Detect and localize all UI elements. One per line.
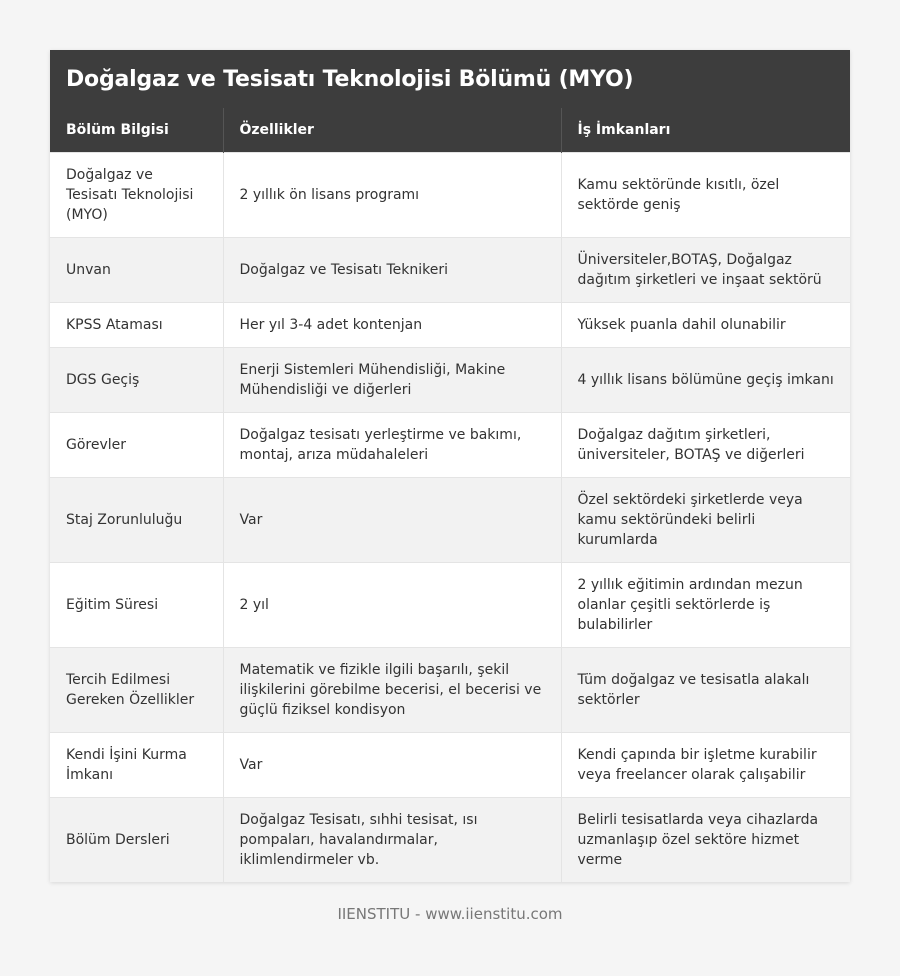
table-row <box>50 237 850 302</box>
table-cell: Bölüm Dersleri <box>50 797 223 882</box>
table-cell: DGS Geçiş <box>50 347 223 412</box>
table-cell: Unvan <box>50 237 223 302</box>
header-bolum-bilgisi: Bölüm Bilgisi <box>50 108 223 152</box>
table-cell: Kendi İşini Kurma İmkanı <box>50 732 223 797</box>
table-cell: Görevler <box>50 412 223 477</box>
table-row <box>50 412 850 477</box>
table-cell: Doğalgaz Tesisatı, sıhhi tesisat, ısı pompaları, havalandırmalar, iklimlendirmeler vb. <box>223 797 561 882</box>
table-cell: Tercih Edilmesi Gereken Özellikler <box>50 647 223 732</box>
table-cell: Özel sektördeki şirketlerde veya kamu sektöründeki belirli kurumlarda <box>561 477 850 562</box>
table-row <box>50 562 850 647</box>
table-cell: Doğalgaz ve Tesisatı Teknikeri <box>223 237 561 302</box>
table-row <box>50 732 850 797</box>
table-cell: 4 yıllık lisans bölümüne geçiş imkanı <box>561 347 850 412</box>
table-cell: Eğitim Süresi <box>50 562 223 647</box>
table-row <box>50 477 850 562</box>
table-row <box>50 347 850 412</box>
table-cell: Doğalgaz dağıtım şirketleri, üniversiteler, BOTAŞ ve diğerleri <box>561 412 850 477</box>
table-cell: Var <box>223 477 561 562</box>
table-cell: KPSS Ataması <box>50 302 223 347</box>
table-cell: Doğalgaz tesisatı yerleştirme ve bakımı, montaj, arıza müdahaleleri <box>223 412 561 477</box>
header-is-imkanlari: İş İmkanları <box>561 108 850 152</box>
page-title: Doğalgaz ve Tesisatı Teknolojisi Bölümü (MYO) <box>66 66 634 92</box>
table-cell: 2 yıllık eğitimin ardından mezun olanlar çeşitli sektörlerde iş bulabilirler <box>561 562 850 647</box>
table-cell: Kamu sektöründe kısıtlı, özel sektörde geniş <box>561 152 850 237</box>
table-cell: Matematik ve fizikle ilgili başarılı, şekil ilişkilerini görebilme becerisi, el becerisi ve güçlü fiziksel kondisyon <box>223 647 561 732</box>
table-cell: Üniversiteler,BOTAŞ, Doğalgaz dağıtım şirketleri ve inşaat sektörü <box>561 237 850 302</box>
table-cell: Var <box>223 732 561 797</box>
table-row <box>50 797 850 882</box>
table-row <box>50 647 850 732</box>
info-table <box>50 108 850 882</box>
info-card <box>50 50 850 882</box>
table-cell: Doğalgaz ve Tesisatı Teknolojisi (MYO) <box>50 152 223 237</box>
table-row <box>50 302 850 347</box>
header-ozellikler: Özellikler <box>223 108 561 152</box>
table-cell: Kendi çapında bir işletme kurabilir veya freelancer olarak çalışabilir <box>561 732 850 797</box>
table-cell: Tüm doğalgaz ve tesisatla alakalı sektörler <box>561 647 850 732</box>
table-row <box>50 152 850 237</box>
title-bar <box>50 50 850 108</box>
table-cell: 2 yıl <box>223 562 561 647</box>
table-cell: Belirli tesisatlarda veya cihazlarda uzmanlaşıp özel sektöre hizmet verme <box>561 797 850 882</box>
table-cell: Staj Zorunluluğu <box>50 477 223 562</box>
table-cell: Enerji Sistemleri Mühendisliği, Makine Mühendisliği ve diğerleri <box>223 347 561 412</box>
table-cell: Yüksek puanla dahil olunabilir <box>561 302 850 347</box>
table-cell: 2 yıllık ön lisans programı <box>223 152 561 237</box>
table-cell: Her yıl 3-4 adet kontenjan <box>223 302 561 347</box>
footer-credit: IIENSTITU - www.iienstitu.com <box>337 905 563 923</box>
table-header-row <box>50 108 850 152</box>
